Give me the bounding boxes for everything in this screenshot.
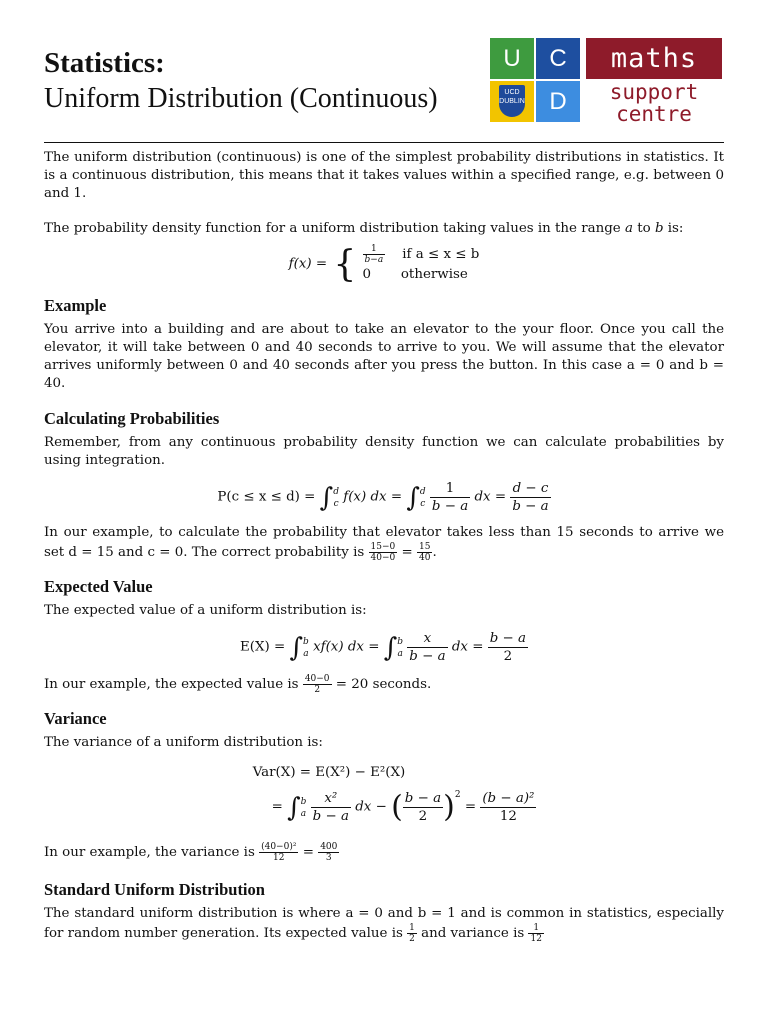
exp-int1-upper: b [303, 636, 309, 647]
example-paragraph: You arrive into a building and are about to take an elevator to the your floor. Once you call the elevator, it will take between 0 and 40 seconds to arrive to you. We will assume that the elevator arrives uniformly between 0 and 40 seconds after you press the button. In this case a = 0 and b = 40. [44, 322, 724, 391]
var-int-lower: a [300, 808, 307, 819]
page-title: Statistics: [44, 47, 165, 79]
logo-c-square: C [536, 38, 580, 79]
pdf-intro-after: is: [663, 221, 684, 236]
exp-frac1 [407, 630, 447, 665]
brace-symbol: { [333, 243, 357, 285]
integral-icon: ∫ [289, 632, 304, 663]
prob-ex-frac1-den: 40−0 [370, 553, 396, 563]
exp-dx: dx = [451, 639, 484, 655]
prob-frac2 [510, 480, 550, 515]
pdf-case1-num: 1 [363, 244, 386, 255]
prob-ex-frac2-num: 15 [419, 542, 431, 552]
exp-example-before: In our example, the expected value is [44, 677, 303, 692]
var-int-upper: b [300, 796, 307, 807]
var-paren-num: b − a [404, 791, 442, 806]
var-ex-num: (40−0)² [261, 842, 297, 852]
logo-centre: centre [616, 102, 692, 126]
pdf-intro-b: b [654, 221, 664, 236]
var-ex2-num: 400 [320, 842, 338, 852]
logo-u-square: U [490, 38, 534, 79]
prob-frac1 [430, 480, 470, 515]
prob-eq-lhs: P(c ≤ x ≤ d) = [217, 489, 316, 505]
std-text-before: The standard uniform distribution is where a = 0 and b = 1 and is common in statistics, especially for random number generation. Its expected value is [44, 906, 724, 941]
pdf-case2-val: 0 [362, 267, 372, 282]
exp-frac2-num: b − a [489, 631, 527, 646]
page-subtitle: Uniform Distribution (Continuous) [44, 83, 438, 114]
integral-icon: ∫ [406, 482, 420, 513]
exp-frac2-den: 2 [503, 649, 513, 664]
prob-ex-eq: = [397, 545, 417, 560]
left-paren-icon: ( [391, 789, 403, 825]
exp-frac1-num: x [407, 630, 447, 648]
prob-example-text: In our example, to calculate the probability that elevator takes less than 15 seconds to arrive we set d = 15 and c = 0. The correct probability is [44, 525, 724, 560]
var-paren-den: 2 [418, 809, 428, 824]
pdf-intro-to: to [632, 221, 655, 236]
std-text-mid: and variance is [416, 926, 529, 941]
pdf-case1-frac [363, 244, 386, 265]
prob-int2-lower: c [420, 498, 426, 509]
exp-int2-upper: b [397, 636, 404, 647]
variance-heading: Variance [44, 709, 107, 728]
prob-frac1-num: 1 [430, 480, 470, 498]
prob-int2-upper: d [419, 486, 426, 497]
pdf-intro-paragraph [44, 220, 724, 238]
logo-support: support [609, 80, 699, 104]
variance-line1: Var(X) = E(X²) − E²(X) [252, 765, 406, 780]
expected-equation [44, 630, 724, 670]
pdf-intro-before: The probability density function for a uniform distribution taking values in the range [44, 221, 625, 236]
title-block [44, 45, 438, 117]
variance-example-paragraph [44, 842, 724, 863]
exp-int2-lower: a [397, 648, 403, 659]
pdf-lhs: f(x) = [288, 256, 328, 272]
pdf-case1-den: b−a [364, 255, 384, 265]
standard-heading: Standard Uniform Distribution [44, 880, 265, 899]
standard-paragraph [44, 905, 724, 944]
integral-icon: ∫ [383, 632, 398, 663]
std-var-frac [528, 923, 543, 944]
var-ex-frac [259, 842, 298, 863]
exp-ex-num: 40−0 [304, 674, 330, 684]
prob-frac1-den: b − a [431, 499, 469, 514]
logo-maths-box: maths [586, 38, 722, 79]
probability-equation [44, 480, 724, 520]
document-body [44, 149, 724, 944]
expected-heading: Expected Value [44, 577, 153, 596]
prob-int1-upper: d [333, 486, 339, 497]
std-var-num: 1 [528, 923, 543, 934]
prob-int1-limits [333, 486, 339, 510]
pdf-cases [363, 244, 480, 285]
pdf-case2-cond: otherwise [400, 267, 468, 282]
var-ex-frac2 [318, 842, 339, 863]
var-ex-den: 12 [273, 853, 285, 863]
exp-example-after: = 20 seconds. [331, 677, 432, 692]
integral-icon: ∫ [319, 482, 334, 513]
pdf-intro-a: a [624, 221, 633, 236]
logo-support-text [586, 81, 722, 125]
logo-d-square: D [536, 81, 580, 122]
exp-frac1-den: b − a [409, 649, 446, 664]
var-example-before: In our example, the variance is [44, 845, 260, 860]
var-ex-eq: = [298, 845, 319, 860]
exp-frac2 [488, 630, 528, 665]
intro-paragraph: The uniform distribution (continuous) is one of the simplest probability distributions in statistics. It is a continuous distribution, this means that it takes values within a specified range, e.g. between 0 and 1. [44, 150, 724, 201]
var-eq2: = [464, 799, 477, 815]
var-eq: = [271, 799, 283, 815]
var-frac3-den: 12 [499, 809, 517, 824]
prob-ex-frac1 [369, 542, 398, 563]
std-ev-den: 2 [409, 934, 415, 944]
prob-ex-end: . [432, 545, 437, 560]
maths-support-centre-logo [490, 38, 722, 126]
probabilities-paragraph: Remember, from any continuous probability density function we can calculate probabilities by using integration. [44, 435, 724, 468]
variance-paragraph: The variance of a uniform distribution is: [44, 735, 323, 750]
prob-ex-frac2 [417, 542, 432, 563]
var-frac1-den: b − a [312, 809, 349, 824]
prob-frac2-num: d − c [510, 480, 550, 498]
prob-int1-body: f(x) dx = [343, 489, 403, 505]
prob-frac2-den: b − a [512, 499, 549, 514]
var-ex2-den: 3 [325, 853, 332, 863]
pdf-equation [44, 244, 724, 288]
pdf-case1-cond: if a ≤ x ≤ b [402, 247, 480, 262]
right-paren-icon: ) [443, 789, 455, 825]
header-divider [44, 142, 724, 143]
expected-paragraph: The expected value of a uniform distribution is: [44, 603, 367, 618]
exp-int2-limits [397, 636, 403, 660]
exp-ex-frac [303, 674, 332, 695]
logo-crest-square [490, 81, 534, 122]
var-dx-minus: dx − [355, 799, 387, 815]
prob-int1-lower: c [333, 498, 339, 509]
exp-int1-body: xf(x) dx = [313, 639, 380, 655]
var-paren-pow: 2 [454, 790, 461, 800]
exp-ex-den: 2 [314, 685, 321, 695]
std-var-den: 12 [530, 934, 542, 944]
variance-line2 [44, 786, 724, 832]
expected-example-paragraph [44, 674, 724, 695]
prob-ex-frac2-den: 40 [419, 553, 431, 563]
var-frac1 [311, 790, 351, 825]
integral-icon: ∫ [287, 792, 301, 823]
example-heading: Example [44, 296, 107, 315]
exp-int1-lower: a [303, 648, 309, 659]
ucd-crest-icon: UCD DUBLIN [499, 85, 525, 117]
pdf-case-1 [363, 244, 480, 265]
var-int-limits [301, 796, 307, 820]
pdf-case-2 [363, 265, 480, 285]
var-frac1-num: x² [311, 790, 351, 808]
probabilities-heading: Calculating Probabilities [44, 409, 220, 428]
var-paren-frac [403, 790, 443, 825]
exp-eq-lhs: E(X) = [239, 639, 286, 655]
var-frac3-num: (b − a)² [482, 791, 535, 806]
std-ev-num: 1 [409, 923, 415, 933]
prob-ex-frac1-num: 15−0 [370, 542, 396, 552]
prob-int2-limits [420, 486, 426, 510]
var-frac3 [480, 790, 536, 825]
prob-dx: dx = [474, 489, 507, 505]
std-ev-frac [407, 923, 417, 944]
probability-example-paragraph [44, 524, 724, 563]
exp-int1-limits [303, 636, 309, 660]
